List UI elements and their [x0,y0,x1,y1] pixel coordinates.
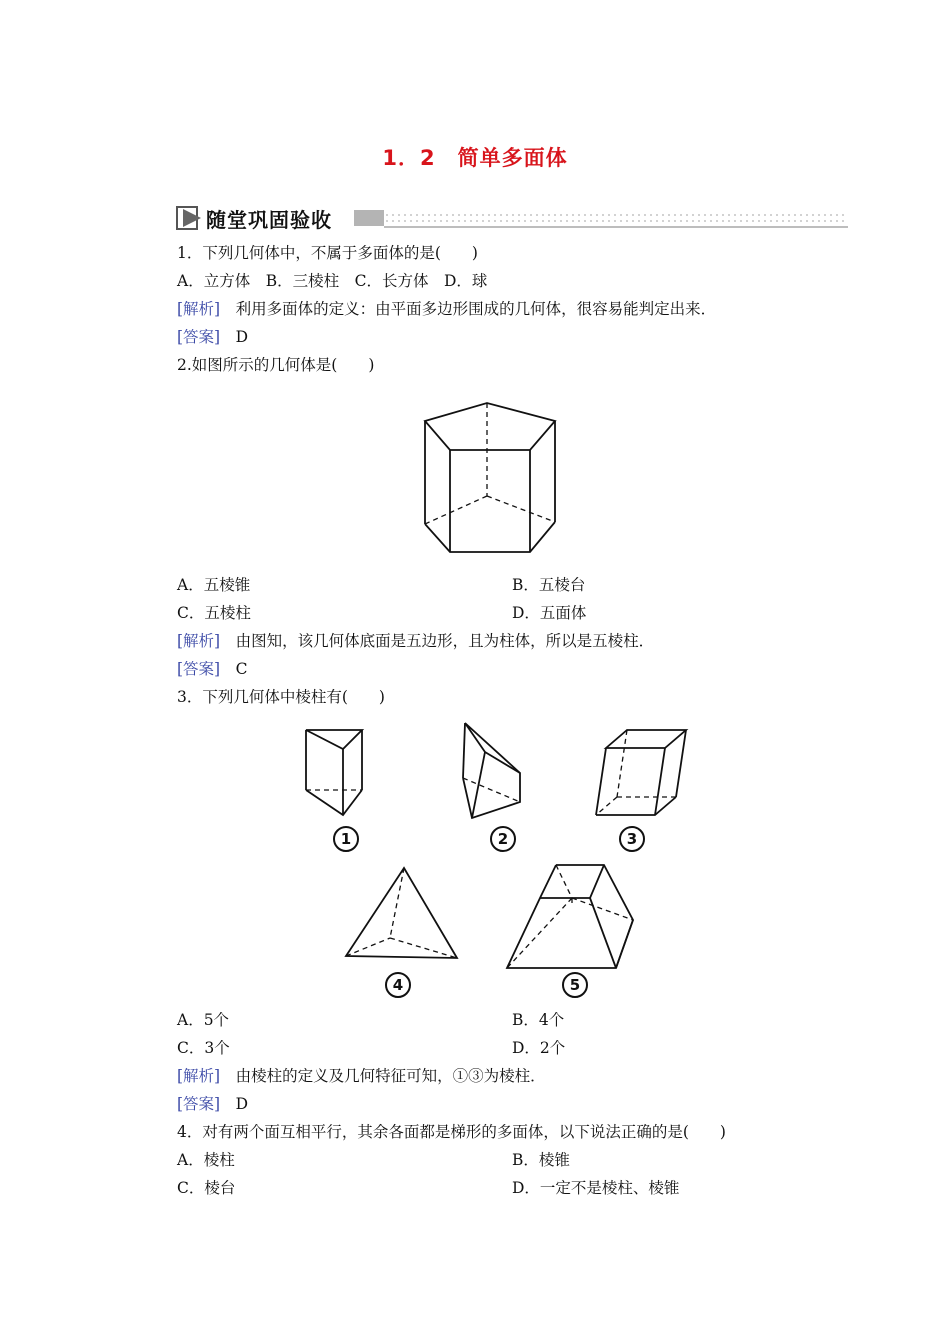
q2-option-c: C．五棱柱 [177,604,251,622]
q2-stem: 2.如图所示的几何体是( ) [177,356,375,374]
figure-label-3: 3 [619,826,645,852]
solid-3-oblique-prism [596,730,686,815]
q4-option-c: C．棱台 [177,1179,236,1197]
figure-label-4: 4 [385,972,411,998]
answer-tag: [答案] [177,660,221,678]
figure-label-1: 1 [333,826,359,852]
solid-2 [463,723,520,818]
analysis-text: 由棱柱的定义及几何特征可知，①③为棱柱． [220,1067,546,1085]
q4-option-d: D．一定不是棱柱、棱锥 [512,1179,680,1197]
analysis-tag: [解析] [177,1067,221,1085]
figure-label-5: 5 [562,972,588,998]
q4-stem: 4．对有两个面互相平行，其余各面都是梯形的多面体，以下说法正确的是( ) [177,1123,726,1141]
q3-analysis [177,1066,546,1086]
answer-text: C [220,660,248,678]
q3-option-a: A．5个 [177,1011,230,1029]
q2-option-a: A．五棱锥 [177,576,251,594]
q2-option-d: D．五面体 [512,604,587,622]
figure-label-2: 2 [490,826,516,852]
analysis-tag: [解析] [177,632,221,650]
q3-option-c: C．3个 [177,1039,230,1057]
section-label: 随堂巩固验收 [206,208,332,232]
q3-option-d: D．2个 [512,1039,566,1057]
q4-option-a: A．棱柱 [177,1151,235,1169]
title-text: 简单多面体 [457,146,568,170]
q1-options: A．立方体 B．三棱柱 C．长方体 D．球 [177,272,488,290]
solid-1-triangular-prism [306,730,362,815]
answer-text: D [220,1095,249,1113]
q4-option-b: B．棱锥 [512,1151,570,1169]
analysis-text: 利用多面体的定义：由平面多边形围成的几何体，很容易能判定出来． [220,300,717,318]
analysis-tag: [解析] [177,300,221,318]
answer-tag: [答案] [177,328,221,346]
section-number: 1．2 [382,146,436,170]
answer-text: D [220,328,249,346]
analysis-text: 由图知，该几何体底面是五边形，且为柱体，所以是五棱柱． [220,632,655,650]
q3-option-b: B．4个 [512,1011,565,1029]
q1-stem: 1．下列几何体中，不属于多面体的是( ) [177,244,478,262]
answer-tag: [答案] [177,1095,221,1113]
q3-answer [177,1094,248,1114]
q3-stem: 3．下列几何体中棱柱有( ) [177,688,385,706]
solid-5-frustum [507,865,633,968]
solid-4-tetrahedron [346,868,457,958]
q2-option-b: B．五棱台 [512,576,586,594]
